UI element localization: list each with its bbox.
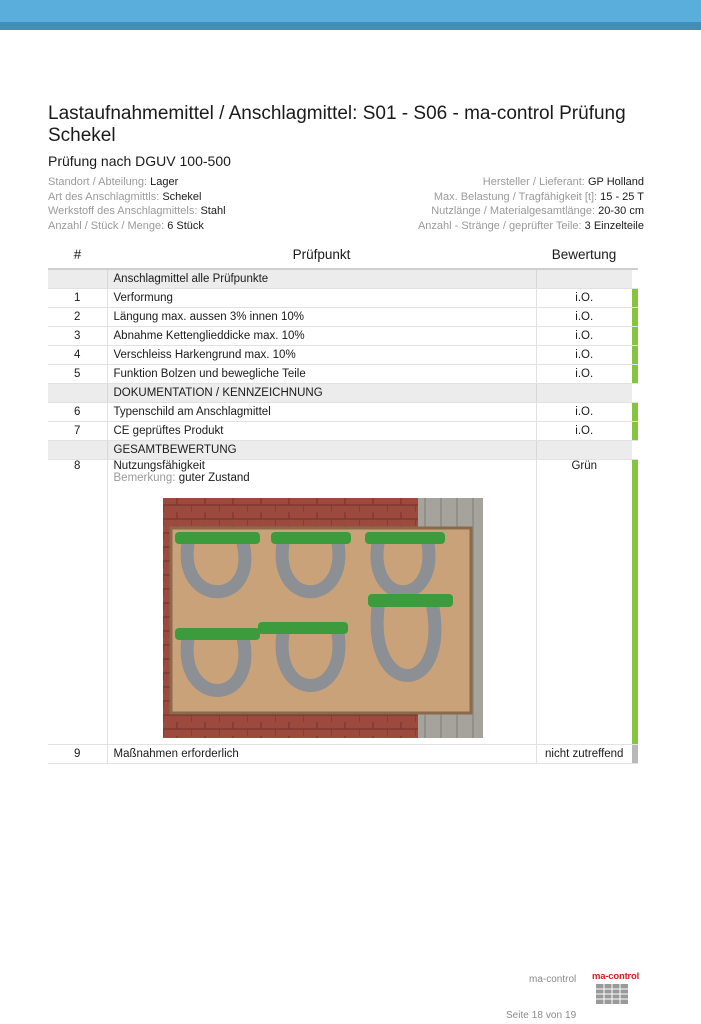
header-stripe <box>0 22 701 30</box>
row-rating: i.O. <box>536 327 632 346</box>
section-label: Anschlagmittel alle Prüfpunkte <box>107 269 536 289</box>
row-text: Funktion Bolzen und bewegliche Teile <box>107 365 536 384</box>
row-text: Nutzungsfähigkeit <box>113 460 205 472</box>
row-num: 3 <box>48 327 107 346</box>
page-number: Seite 18 von 19 <box>506 1010 577 1021</box>
inspection-table <box>48 240 638 764</box>
status-bar <box>632 346 638 365</box>
section-row <box>48 441 638 460</box>
header-pruefpunkt: Prüfpunkt <box>107 240 536 269</box>
row-text: Abnahme Kettenglieddicke max. 10% <box>107 327 536 346</box>
row-remark: Bemerkung: guter Zustand <box>113 472 250 484</box>
status-bar <box>632 327 638 346</box>
header-spacer <box>632 240 638 269</box>
header-bar <box>0 0 701 30</box>
row-rating: Grün <box>536 460 632 745</box>
row-rating: nicht zutreffend <box>536 745 632 764</box>
table-row <box>48 460 638 745</box>
table-row <box>48 289 638 308</box>
table-row <box>48 308 638 327</box>
page-subtitle: Prüfung nach DGUV 100-500 <box>48 153 231 169</box>
section-label: GESAMTBEWERTUNG <box>107 441 536 460</box>
header-bewertung: Bewertung <box>536 240 632 269</box>
row-text: Verschleiss Harkengrund max. 10% <box>107 346 536 365</box>
status-bar <box>632 308 638 327</box>
logo-building-icon <box>592 982 632 1006</box>
meta-belastung: Max. Belastung / Tragfähigkeit [t]: 15 - 25 T <box>433 190 644 203</box>
row-rating: i.O. <box>536 422 632 441</box>
row-text: Verformung <box>107 289 536 308</box>
row-text: Längung max. aussen 3% innen 10% <box>107 308 536 327</box>
table-row <box>48 422 638 441</box>
row-nutzung <box>107 460 536 745</box>
row-rating: i.O. <box>536 346 632 365</box>
row-rating: i.O. <box>536 308 632 327</box>
header-num: # <box>48 240 107 269</box>
shackles-photo <box>163 498 483 738</box>
table-header <box>48 240 638 269</box>
table-row <box>48 346 638 365</box>
table-row <box>48 365 638 384</box>
status-bar <box>632 460 638 745</box>
row-text: Maßnahmen erforderlich <box>107 745 536 764</box>
meta-art: Art des Anschlagmittls: Schekel <box>48 190 202 203</box>
section-row <box>48 269 638 289</box>
meta-right <box>418 175 644 233</box>
status-bar <box>632 422 638 441</box>
row-text: Typenschild am Anschlagmittel <box>107 403 536 422</box>
status-bar <box>632 745 638 764</box>
meta-straenge: Anzahl - Stränge / geprüfter Teile: 3 Einzelteile <box>417 219 644 232</box>
row-num: 6 <box>48 403 107 422</box>
status-bar <box>632 289 638 308</box>
meta-anzahl: Anzahl / Stück / Menge: 6 Stück <box>48 219 204 232</box>
meta-nutzlaenge: Nutzlänge / Materialgesamtlänge: 20-30 cm <box>431 205 644 217</box>
status-bar <box>632 403 638 422</box>
logo-text: ma-control <box>592 971 640 982</box>
footer-company: ma-control <box>529 974 577 985</box>
row-num: 8 <box>48 460 107 745</box>
row-num: 5 <box>48 365 107 384</box>
table-row <box>48 745 638 764</box>
section-label: DOKUMENTATION / KENNZEICHNUNG <box>107 384 536 403</box>
row-text: CE geprüftes Produkt <box>107 422 536 441</box>
row-num: 9 <box>48 745 107 764</box>
row-num: 2 <box>48 308 107 327</box>
meta-hersteller: Hersteller / Lieferant: GP Holland <box>482 176 644 188</box>
row-rating: i.O. <box>536 403 632 422</box>
row-rating: i.O. <box>536 289 632 308</box>
row-num: 7 <box>48 422 107 441</box>
meta-werkstoff: Werkstoff des Anschlagmittels: Stahl <box>48 205 226 217</box>
section-row <box>48 384 638 403</box>
table-row <box>48 403 638 422</box>
meta-left <box>48 175 226 233</box>
row-rating: i.O. <box>536 365 632 384</box>
table-row <box>48 327 638 346</box>
page-title: Lastaufnahmemittel / Anschlagmittel: S01 - S06 - ma-control Prüfung Schekel <box>48 103 626 146</box>
row-num: 4 <box>48 346 107 365</box>
row-num: 1 <box>48 289 107 308</box>
meta-standort: Standort / Abteilung: Lager <box>48 176 179 188</box>
company-logo <box>592 971 642 1011</box>
status-bar <box>632 365 638 384</box>
